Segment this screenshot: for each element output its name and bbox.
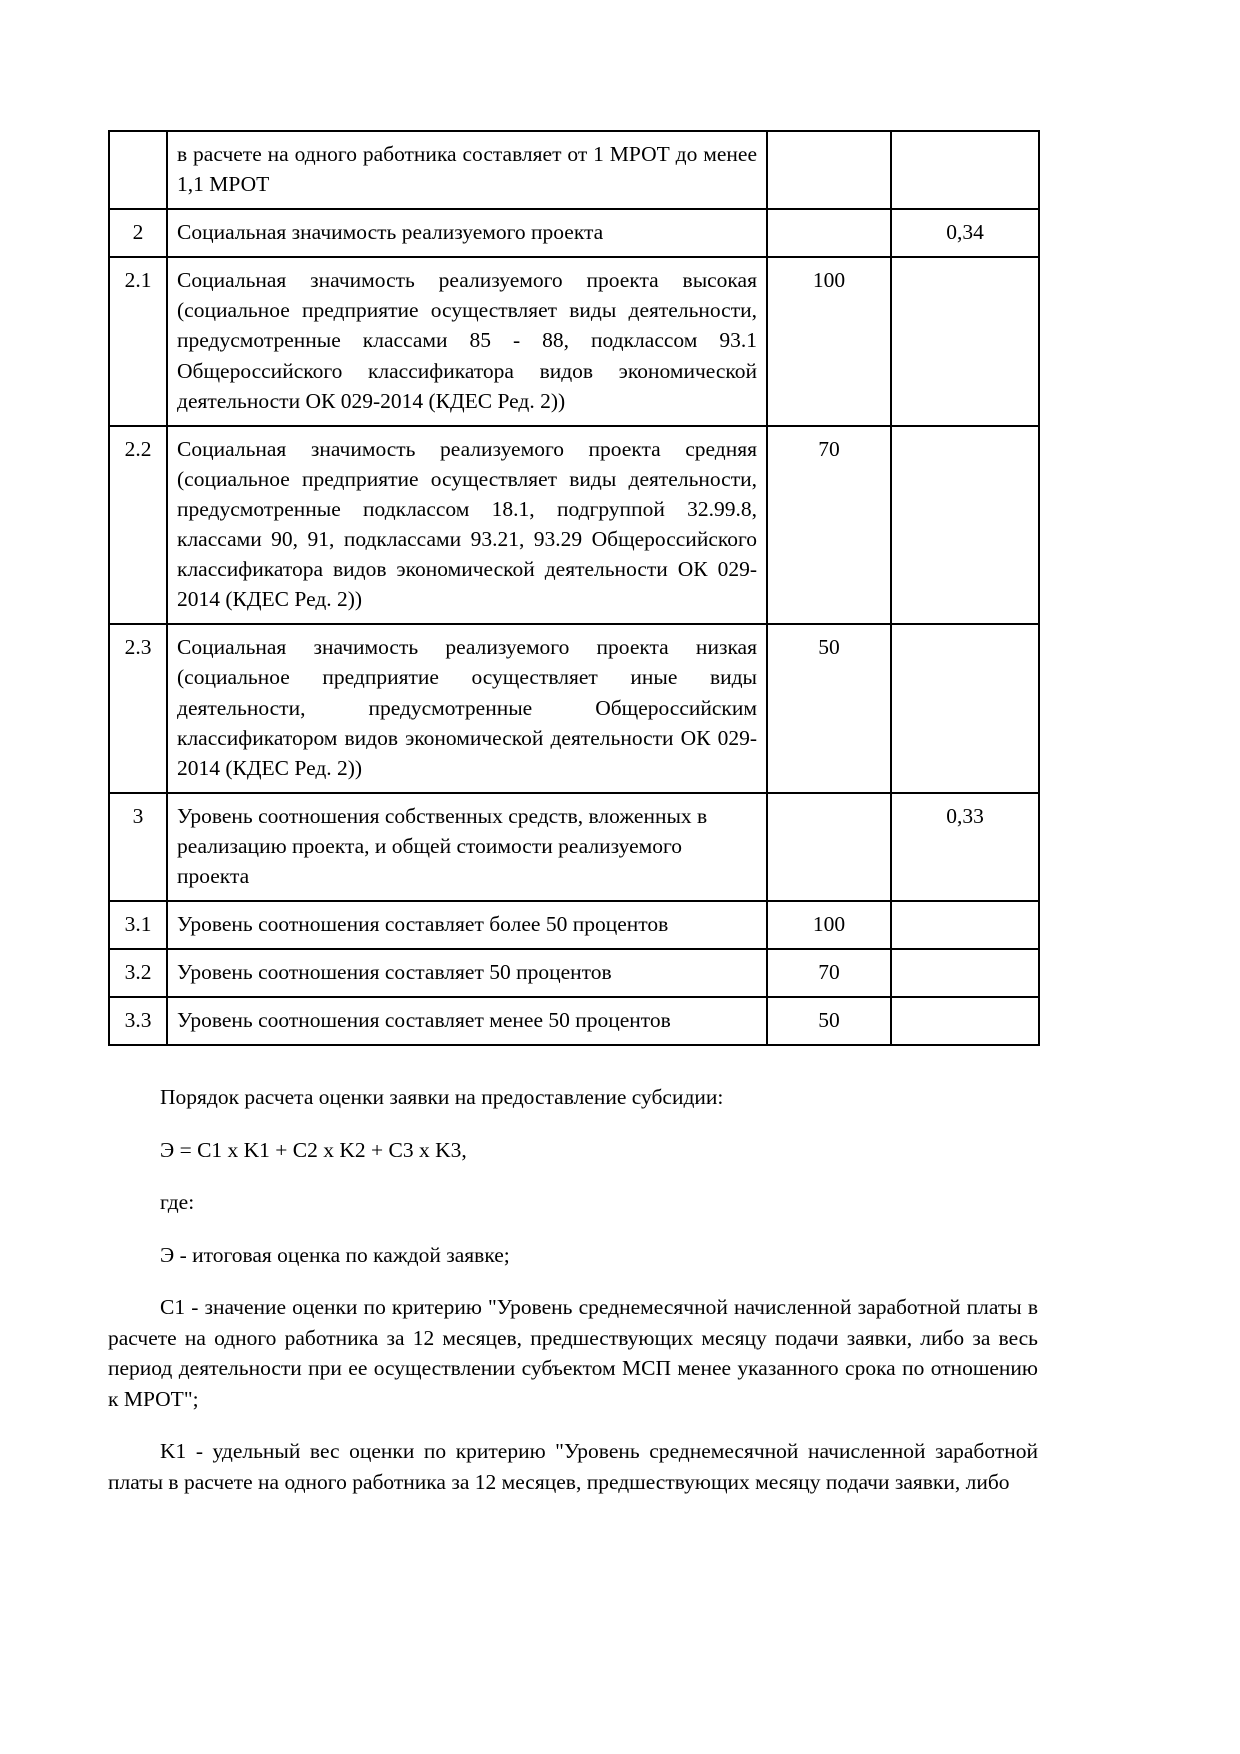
row-score-cell (767, 209, 891, 257)
row-criterion-cell: в расчете на одного работника составляет от 1 МРОТ до менее 1,1 МРОТ (167, 131, 767, 209)
row-score-cell: 50 (767, 624, 891, 792)
row-score-cell (767, 793, 891, 901)
row-weight-cell (891, 426, 1039, 625)
row-number-cell: 3.1 (109, 901, 167, 949)
row-weight-cell: 0,33 (891, 793, 1039, 901)
paragraph-formula: Э = C1 x K1 + C2 x K2 + C3 x K3, (160, 1137, 467, 1162)
table-row (109, 901, 1039, 949)
table-row (109, 624, 1039, 792)
row-score-cell: 70 (767, 426, 891, 625)
row-score-cell: 100 (767, 901, 891, 949)
row-criterion-cell: Социальная значимость реализуемого проекта (167, 209, 767, 257)
row-number-cell: 3.3 (109, 997, 167, 1045)
table-row (109, 131, 1039, 209)
row-score-cell: 100 (767, 257, 891, 425)
paragraph-definition-k1: K1 - удельный вес оценки по критерию "Уровень среднемесячной начисленной заработной платы в расчете на одного работника за 12 месяцев, предшествующих месяцу подачи заявки, либо (108, 1439, 1038, 1494)
row-criterion-cell: Уровень соотношения собственных средств, вложенных в реализацию проекта, и общей стоимости реализуемого проекта (167, 793, 767, 901)
row-number-cell: 2.3 (109, 624, 167, 792)
row-criterion-cell: Уровень соотношения составляет 50 процентов (167, 949, 767, 997)
row-weight-cell (891, 131, 1039, 209)
table-row (109, 209, 1039, 257)
row-criterion-cell: Уровень соотношения составляет менее 50 процентов (167, 997, 767, 1045)
row-weight-cell (891, 257, 1039, 425)
paragraph-definition-c1: C1 - значение оценки по критерию "Уровень среднемесячной начисленной заработной платы в расчете на одного работника за 12 месяцев, предшествующих месяцу подачи заявки, либо за весь период деятельности при ее осуществлении субъектом МСП менее указанного срока по отношению к МРОТ"; (108, 1295, 1038, 1411)
row-weight-cell (891, 901, 1039, 949)
criteria-table-body (109, 131, 1039, 1045)
row-number-cell: 3.2 (109, 949, 167, 997)
table-row (109, 257, 1039, 425)
row-weight-cell (891, 997, 1039, 1045)
table-row (109, 997, 1039, 1045)
row-criterion-cell: Социальная значимость реализуемого проекта средняя (социальное предприятие осуществляет виды деятельности, предусмотренные подклассом 18.1, подгруппой 32.99.8, классами 90, 91, подклассами 93.21, 93.29 Общероссийского классификатора видов экономической деятельности ОК 029-2014 (КДЕС Ред. 2)) (167, 426, 767, 625)
explanatory-text (108, 1082, 1038, 1497)
paragraph-where: где: (160, 1190, 195, 1215)
paragraph-definition-e: Э - итоговая оценка по каждой заявке; (160, 1242, 510, 1267)
row-criterion-cell: Социальная значимость реализуемого проекта высокая (социальное предприятие осуществляет виды деятельности, предусмотренные классами 85 - 88, подклассом 93.1 Общероссийского классификатора видов экономической деятельности ОК 029-2014 (КДЕС Ред. 2)) (167, 257, 767, 425)
criteria-table (108, 130, 1040, 1046)
table-row (109, 426, 1039, 625)
row-weight-cell (891, 949, 1039, 997)
row-score-cell: 70 (767, 949, 891, 997)
row-weight-cell (891, 624, 1039, 792)
row-score-cell (767, 131, 891, 209)
row-score-cell: 50 (767, 997, 891, 1045)
table-row (109, 793, 1039, 901)
row-number-cell: 2.2 (109, 426, 167, 625)
row-criterion-cell: Уровень соотношения составляет более 50 процентов (167, 901, 767, 949)
row-number-cell (109, 131, 167, 209)
row-criterion-cell: Социальная значимость реализуемого проекта низкая (социальное предприятие осуществляет иные виды деятельности, предусмотренные Общероссийским классификатором видов экономической деятельности ОК 029-2014 (КДЕС Ред. 2)) (167, 624, 767, 792)
row-number-cell: 2.1 (109, 257, 167, 425)
row-number-cell: 3 (109, 793, 167, 901)
paragraph-calculation-order: Порядок расчета оценки заявки на предоставление субсидии: (160, 1085, 724, 1110)
table-row (109, 949, 1039, 997)
row-number-cell: 2 (109, 209, 167, 257)
row-weight-cell: 0,34 (891, 209, 1039, 257)
